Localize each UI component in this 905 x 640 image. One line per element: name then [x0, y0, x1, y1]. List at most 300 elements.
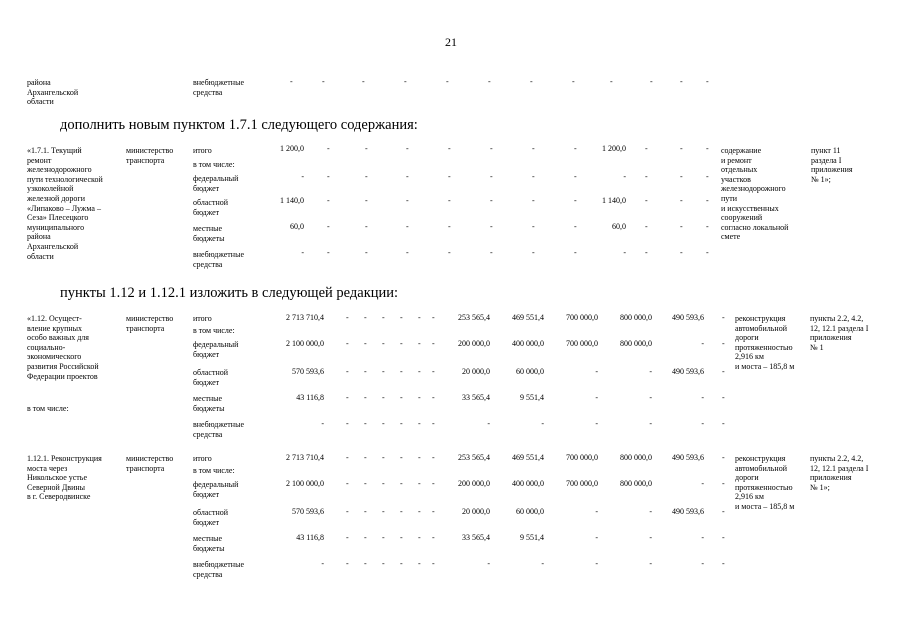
- item-1-12-name-line: вление крупных: [27, 323, 83, 333]
- item-1-12-1-col7: -: [487, 559, 490, 568]
- empty-cell-dash: -: [346, 559, 349, 568]
- item-1-12-name-line: экономического: [27, 352, 82, 362]
- empty-cell-dash: -: [574, 222, 577, 231]
- empty-cell-dash: -: [346, 339, 349, 348]
- item-1-12-1-result-line: автомобильной: [735, 463, 787, 473]
- item-1-12-col10: -: [649, 367, 652, 376]
- item-1-7-1-name-line: узкоколейной: [27, 184, 74, 194]
- empty-cell-dash: -: [290, 77, 293, 86]
- empty-cell-dash: -: [432, 559, 435, 568]
- empty-cell-dash: -: [364, 367, 367, 376]
- top-row-source-line: внебюджетные: [193, 78, 244, 87]
- empty-cell-dash: -: [382, 393, 385, 402]
- empty-cell-dash: -: [722, 559, 725, 568]
- empty-cell-dash: -: [645, 172, 648, 181]
- empty-cell-dash: -: [400, 479, 403, 488]
- empty-cell-dash: -: [346, 507, 349, 516]
- item-1-7-1-source-line: федеральный: [193, 174, 239, 183]
- item-1-12-col11: -: [701, 419, 704, 428]
- item-1-7-1-ministry-line: министерство: [126, 146, 174, 155]
- item-1-12-col10: 800 000,0: [620, 313, 652, 322]
- item-1-12-name-line: особо важных для: [27, 333, 89, 343]
- item-1-12-total: 2 100 000,0: [286, 339, 324, 348]
- item-1-12-source-line: внебюджетные: [193, 420, 244, 429]
- item-1-12-col9: -: [595, 393, 598, 402]
- empty-cell-dash: -: [400, 393, 403, 402]
- item-1-12-source-line: в том числе:: [193, 326, 235, 335]
- item-1-12-name-line: «1.12. Осущест-: [27, 314, 82, 323]
- item-1-7-1-name-line: района: [27, 232, 51, 242]
- item-1-7-1-name-line: Архангельской: [27, 242, 79, 251]
- empty-cell-dash: -: [418, 507, 421, 516]
- item-1-12-1-source-line: федеральный: [193, 480, 239, 489]
- empty-cell-dash: -: [432, 533, 435, 542]
- item-1-12-1-ministry-line: министерство: [126, 454, 174, 463]
- empty-cell-dash: -: [722, 479, 725, 488]
- item-1-12-1-total: -: [321, 559, 324, 568]
- item-1-7-1-source-line: внебюджетные: [193, 250, 244, 259]
- item-1-7-1-result-line: железнодорожного: [721, 184, 786, 194]
- item-1-12-ref-line: пункты 2.2, 4.2,: [810, 314, 864, 323]
- empty-cell-dash: -: [364, 559, 367, 568]
- item-1-12-source-line: бюджет: [193, 377, 220, 387]
- empty-cell-dash: -: [400, 507, 403, 516]
- item-1-12-1-col11: 490 593,6: [672, 507, 704, 516]
- item-1-12-col8: 469 551,4: [512, 313, 544, 322]
- item-1-12-1-col11: -: [701, 533, 704, 542]
- item-1-12-total: 43 116,8: [296, 393, 324, 402]
- empty-cell-dash: -: [418, 313, 421, 322]
- empty-cell-dash: -: [722, 367, 725, 376]
- empty-cell-dash: -: [418, 453, 421, 462]
- item-1-7-1-year-value: -: [623, 172, 626, 181]
- item-1-12-1-total: 2 100 000,0: [286, 479, 324, 488]
- empty-cell-dash: -: [645, 196, 648, 205]
- item-1-12-col11: -: [701, 393, 704, 402]
- page-number: 21: [445, 35, 457, 49]
- item-1-7-1-result-line: и ремонт: [721, 155, 752, 165]
- empty-cell-dash: -: [448, 248, 451, 257]
- empty-cell-dash: -: [706, 196, 709, 205]
- item-1-12-1-result-line: 2,916 км: [735, 492, 764, 502]
- empty-cell-dash: -: [382, 507, 385, 516]
- item-1-12-1-col10: -: [649, 507, 652, 516]
- item-1-7-1-source-line: бюджет: [193, 207, 220, 217]
- item-1-7-1-name-line: железной дороги: [27, 194, 85, 203]
- item-1-12-source-line: итого: [193, 314, 212, 323]
- empty-cell-dash: -: [722, 339, 725, 348]
- item-1-7-1-result-line: участков: [721, 174, 751, 184]
- item-1-12-source-line: федеральный: [193, 340, 239, 349]
- item-1-12-1-source-line: областной: [193, 508, 229, 517]
- item-1-7-1-name-line: муниципального: [27, 222, 85, 232]
- item-1-12-1-source-line: в том числе:: [193, 466, 235, 475]
- item-1-12-1-col7: 253 565,4: [458, 453, 490, 462]
- item-1-7-1-total: -: [301, 248, 304, 257]
- empty-cell-dash: -: [346, 419, 349, 428]
- item-1-12-1-ref-line: № 1»;: [810, 482, 830, 492]
- item-1-12-total: 570 593,6: [292, 367, 324, 376]
- empty-cell-dash: -: [532, 172, 535, 181]
- item-1-7-1-name-line: железнодорожного: [27, 165, 92, 175]
- item-1-12-result-line: автомобильной: [735, 323, 787, 333]
- empty-cell-dash: -: [400, 453, 403, 462]
- empty-cell-dash: -: [418, 339, 421, 348]
- item-1-12-1-result-line: и моста – 185,8 м: [735, 502, 795, 511]
- empty-cell-dash: -: [432, 453, 435, 462]
- item-1-7-1-source-line: областной: [193, 198, 229, 207]
- item-1-7-1-year-value: 1 200,0: [602, 144, 626, 153]
- empty-cell-dash: -: [382, 533, 385, 542]
- item-1-12-1-col10: -: [649, 533, 652, 542]
- empty-cell-dash: -: [362, 77, 365, 86]
- item-1-12-1-ref-line: пункты 2.2, 4.2,: [810, 454, 864, 463]
- empty-cell-dash: -: [382, 453, 385, 462]
- empty-cell-dash: -: [490, 144, 493, 153]
- item-1-7-1-name-line: «Липаково – Лужма –: [27, 203, 101, 213]
- item-1-12-1-col11: 490 593,6: [672, 453, 704, 462]
- item-1-12-1-total: 43 116,8: [296, 533, 324, 542]
- empty-cell-dash: -: [365, 196, 368, 205]
- empty-cell-dash: -: [364, 453, 367, 462]
- empty-cell-dash: -: [610, 77, 613, 86]
- empty-cell-dash: -: [490, 196, 493, 205]
- empty-cell-dash: -: [382, 559, 385, 568]
- item-1-12-ministry-line: министерство: [126, 314, 174, 323]
- item-1-12-col7: -: [487, 419, 490, 428]
- item-1-12-result-line: протяженностью: [735, 342, 793, 352]
- empty-cell-dash: -: [722, 453, 725, 462]
- empty-cell-dash: -: [327, 248, 330, 257]
- top-row-name-line: Архангельской: [27, 87, 79, 97]
- item-1-7-1-name-line: пути технологической: [27, 174, 103, 184]
- empty-cell-dash: -: [418, 479, 421, 488]
- empty-cell-dash: -: [574, 248, 577, 257]
- empty-cell-dash: -: [645, 222, 648, 231]
- item-1-12-name-line: развития Российской: [27, 362, 99, 371]
- empty-cell-dash: -: [406, 196, 409, 205]
- empty-cell-dash: -: [327, 222, 330, 231]
- item-1-7-1-source-line: в том числе:: [193, 160, 235, 169]
- empty-cell-dash: -: [364, 313, 367, 322]
- empty-cell-dash: -: [400, 313, 403, 322]
- item-1-7-1-ministry-line: транспорта: [126, 155, 165, 165]
- empty-cell-dash: -: [400, 367, 403, 376]
- item-1-12-1-result-line: дороги: [735, 473, 759, 483]
- item-1-12-1-source-line: местные: [193, 534, 223, 543]
- item-1-7-1-ref-line: пункт 11: [811, 146, 841, 155]
- empty-cell-dash: -: [680, 248, 683, 257]
- item-1-12-1-result-line: реконструкция: [735, 454, 786, 463]
- item-1-12-total: -: [321, 419, 324, 428]
- item-1-12-1-col8: -: [541, 559, 544, 568]
- empty-cell-dash: -: [364, 533, 367, 542]
- empty-cell-dash: -: [327, 196, 330, 205]
- empty-cell-dash: -: [406, 172, 409, 181]
- empty-cell-dash: -: [322, 77, 325, 86]
- item-1-7-1-source-line: итого: [193, 146, 212, 155]
- empty-cell-dash: -: [400, 559, 403, 568]
- item-1-12-col7: 20 000,0: [462, 367, 490, 376]
- empty-cell-dash: -: [327, 144, 330, 153]
- item-1-12-1-col10: 800 000,0: [620, 453, 652, 462]
- empty-cell-dash: -: [446, 77, 449, 86]
- item-1-12-source-line: областной: [193, 368, 229, 377]
- item-1-12-1-col9: 700 000,0: [566, 453, 598, 462]
- item-1-12-1-result-line: протяженностью: [735, 482, 793, 492]
- item-1-12-1-col7: 200 000,0: [458, 479, 490, 488]
- item-1-7-1-year-value: 1 140,0: [602, 196, 626, 205]
- empty-cell-dash: -: [364, 479, 367, 488]
- empty-cell-dash: -: [382, 313, 385, 322]
- item-1-12-col10: 800 000,0: [620, 339, 652, 348]
- empty-cell-dash: -: [364, 393, 367, 402]
- empty-cell-dash: -: [382, 479, 385, 488]
- empty-cell-dash: -: [490, 222, 493, 231]
- empty-cell-dash: -: [722, 393, 725, 402]
- item-1-12-col8: 60 000,0: [516, 367, 544, 376]
- item-1-7-1-result-line: пути: [721, 194, 738, 203]
- empty-cell-dash: -: [418, 393, 421, 402]
- empty-cell-dash: -: [365, 172, 368, 181]
- item-1-12-1-ministry-line: транспорта: [126, 463, 165, 473]
- item-1-7-1-ref-line: приложения: [811, 165, 853, 175]
- item-1-12-in-that: в том числе:: [27, 404, 69, 413]
- empty-cell-dash: -: [382, 339, 385, 348]
- item-1-12-col8: 400 000,0: [512, 339, 544, 348]
- item-1-12-1-source-line: бюджет: [193, 517, 220, 527]
- empty-cell-dash: -: [432, 479, 435, 488]
- item-1-12-col11: -: [701, 339, 704, 348]
- item-1-12-col9: 700 000,0: [566, 339, 598, 348]
- item-1-12-source-line: средства: [193, 429, 223, 439]
- empty-cell-dash: -: [680, 222, 683, 231]
- item-1-12-col8: -: [541, 419, 544, 428]
- empty-cell-dash: -: [432, 313, 435, 322]
- empty-cell-dash: -: [680, 144, 683, 153]
- item-1-7-1-result-line: сооружений: [721, 213, 763, 223]
- item-1-12-col9: -: [595, 419, 598, 428]
- item-1-12-1-total: 570 593,6: [292, 507, 324, 516]
- empty-cell-dash: -: [418, 367, 421, 376]
- empty-cell-dash: -: [418, 559, 421, 568]
- item-1-7-1-name-line: области: [27, 251, 54, 261]
- item-1-7-1-source-line: местные: [193, 224, 223, 233]
- item-1-12-1-col10: 800 000,0: [620, 479, 652, 488]
- empty-cell-dash: -: [346, 453, 349, 462]
- empty-cell-dash: -: [364, 507, 367, 516]
- item-1-12-1-col8: 469 551,4: [512, 453, 544, 462]
- empty-cell-dash: -: [404, 77, 407, 86]
- item-1-12-source-line: бюджеты: [193, 403, 225, 413]
- empty-cell-dash: -: [680, 172, 683, 181]
- item-1-12-1-col8: 60 000,0: [516, 507, 544, 516]
- empty-cell-dash: -: [327, 172, 330, 181]
- item-1-12-result-line: 2,916 км: [735, 352, 764, 362]
- empty-cell-dash: -: [490, 248, 493, 257]
- empty-cell-dash: -: [418, 419, 421, 428]
- top-row-source-line: средства: [193, 87, 223, 97]
- empty-cell-dash: -: [406, 248, 409, 257]
- item-1-12-col8: 9 551,4: [520, 393, 544, 402]
- item-1-12-source-line: бюджет: [193, 349, 220, 359]
- item-1-12-1-source-line: бюджет: [193, 489, 220, 499]
- item-1-12-1-col7: 20 000,0: [462, 507, 490, 516]
- item-1-12-ref-line: № 1: [810, 342, 824, 352]
- item-1-7-1-result-line: смете: [721, 232, 741, 242]
- item-1-7-1-total: 1 140,0: [280, 196, 304, 205]
- empty-cell-dash: -: [706, 172, 709, 181]
- empty-cell-dash: -: [530, 77, 533, 86]
- heading-amend-items-1-12: пункты 1.12 и 1.12.1 изложить в следующей редакции:: [60, 285, 399, 301]
- item-1-12-1-col9: -: [595, 533, 598, 542]
- item-1-12-1-source-line: средства: [193, 569, 223, 579]
- empty-cell-dash: -: [680, 196, 683, 205]
- empty-cell-dash: -: [645, 144, 648, 153]
- empty-cell-dash: -: [574, 196, 577, 205]
- empty-cell-dash: -: [432, 339, 435, 348]
- empty-cell-dash: -: [448, 172, 451, 181]
- empty-cell-dash: -: [432, 419, 435, 428]
- item-1-7-1-name-line: «1.7.1. Текущий: [27, 146, 82, 155]
- item-1-12-1-col10: -: [649, 559, 652, 568]
- empty-cell-dash: -: [706, 248, 709, 257]
- top-row-name-line: района: [27, 78, 51, 87]
- empty-cell-dash: -: [488, 77, 491, 86]
- item-1-12-1-source-line: бюджеты: [193, 543, 225, 553]
- item-1-12-1-ref-line: приложения: [810, 473, 852, 483]
- item-1-12-1-col9: -: [595, 559, 598, 568]
- item-1-12-1-col9: -: [595, 507, 598, 516]
- empty-cell-dash: -: [722, 533, 725, 542]
- empty-cell-dash: -: [706, 77, 709, 86]
- empty-cell-dash: -: [432, 367, 435, 376]
- item-1-7-1-ref-line: № 1»;: [811, 174, 831, 184]
- empty-cell-dash: -: [346, 367, 349, 376]
- item-1-12-1-name-line: Никольское устье: [27, 473, 87, 483]
- empty-cell-dash: -: [406, 144, 409, 153]
- item-1-12-1-name-line: в г. Северодвинске: [27, 492, 91, 502]
- item-1-12-1-col11: -: [701, 559, 704, 568]
- empty-cell-dash: -: [532, 196, 535, 205]
- empty-cell-dash: -: [346, 479, 349, 488]
- item-1-12-result-line: реконструкция: [735, 314, 786, 323]
- empty-cell-dash: -: [532, 248, 535, 257]
- item-1-12-col10: -: [649, 393, 652, 402]
- item-1-7-1-result-line: и искусственных: [721, 203, 779, 213]
- empty-cell-dash: -: [706, 222, 709, 231]
- empty-cell-dash: -: [448, 144, 451, 153]
- item-1-7-1-total: 60,0: [290, 222, 304, 231]
- empty-cell-dash: -: [365, 144, 368, 153]
- item-1-12-col10: -: [649, 419, 652, 428]
- item-1-12-1-source-line: итого: [193, 454, 212, 463]
- empty-cell-dash: -: [532, 222, 535, 231]
- item-1-12-name-line: Федерации проектов: [27, 371, 98, 381]
- item-1-7-1-source-line: средства: [193, 259, 223, 269]
- item-1-12-col7: 33 565,4: [462, 393, 490, 402]
- item-1-7-1-result-line: содержание: [721, 146, 762, 155]
- empty-cell-dash: -: [346, 313, 349, 322]
- empty-cell-dash: -: [574, 144, 577, 153]
- empty-cell-dash: -: [432, 507, 435, 516]
- item-1-12-1-name-line: моста через: [27, 463, 68, 473]
- item-1-7-1-year-value: -: [623, 248, 626, 257]
- empty-cell-dash: -: [432, 393, 435, 402]
- item-1-12-1-total: 2 713 710,4: [286, 453, 324, 462]
- item-1-12-name-line: социально-: [27, 342, 66, 352]
- empty-cell-dash: -: [680, 77, 683, 86]
- empty-cell-dash: -: [406, 222, 409, 231]
- item-1-7-1-name-line: ремонт: [27, 155, 52, 165]
- empty-cell-dash: -: [722, 419, 725, 428]
- item-1-12-col7: 200 000,0: [458, 339, 490, 348]
- item-1-12-result-line: дороги: [735, 333, 759, 343]
- empty-cell-dash: -: [448, 222, 451, 231]
- item-1-12-result-line: и моста – 185,8 м: [735, 362, 795, 371]
- empty-cell-dash: -: [400, 419, 403, 428]
- empty-cell-dash: -: [490, 172, 493, 181]
- item-1-12-ministry-line: транспорта: [126, 323, 165, 333]
- empty-cell-dash: -: [650, 77, 653, 86]
- empty-cell-dash: -: [722, 507, 725, 516]
- empty-cell-dash: -: [722, 313, 725, 322]
- item-1-12-1-source-line: внебюджетные: [193, 560, 244, 569]
- empty-cell-dash: -: [364, 419, 367, 428]
- empty-cell-dash: -: [572, 77, 575, 86]
- item-1-7-1-source-line: бюджет: [193, 183, 220, 193]
- item-1-12-1-col9: 700 000,0: [566, 479, 598, 488]
- empty-cell-dash: -: [364, 339, 367, 348]
- empty-cell-dash: -: [645, 248, 648, 257]
- item-1-12-col9: 700 000,0: [566, 313, 598, 322]
- item-1-7-1-ref-line: раздела I: [811, 155, 842, 165]
- item-1-12-ref-line: 12, 12.1 раздела I: [810, 323, 869, 333]
- item-1-7-1-source-line: бюджеты: [193, 233, 225, 243]
- empty-cell-dash: -: [365, 222, 368, 231]
- item-1-12-col11: 490 593,6: [672, 367, 704, 376]
- item-1-12-col11: 490 593,6: [672, 313, 704, 322]
- empty-cell-dash: -: [365, 248, 368, 257]
- item-1-12-1-col7: 33 565,4: [462, 533, 490, 542]
- item-1-7-1-name-line: Сеза» Плесецкого: [27, 213, 89, 223]
- item-1-12-1-col8: 400 000,0: [512, 479, 544, 488]
- item-1-12-col7: 253 565,4: [458, 313, 490, 322]
- item-1-12-col9: -: [595, 367, 598, 376]
- empty-cell-dash: -: [400, 339, 403, 348]
- empty-cell-dash: -: [574, 172, 577, 181]
- item-1-12-1-col8: 9 551,4: [520, 533, 544, 542]
- item-1-12-1-col11: -: [701, 479, 704, 488]
- empty-cell-dash: -: [346, 533, 349, 542]
- item-1-7-1-result-line: отдельных: [721, 165, 758, 175]
- item-1-7-1-result-line: согласно локальной: [721, 222, 789, 232]
- empty-cell-dash: -: [382, 367, 385, 376]
- empty-cell-dash: -: [400, 533, 403, 542]
- empty-cell-dash: -: [382, 419, 385, 428]
- item-1-7-1-total: -: [301, 172, 304, 181]
- empty-cell-dash: -: [706, 144, 709, 153]
- heading-add-item-1-7-1: дополнить новым пунктом 1.7.1 следующего содержания:: [60, 117, 418, 133]
- item-1-7-1-total: 1 200,0: [280, 144, 304, 153]
- empty-cell-dash: -: [448, 196, 451, 205]
- item-1-12-ref-line: приложения: [810, 333, 852, 343]
- empty-cell-dash: -: [418, 533, 421, 542]
- item-1-7-1-year-value: 60,0: [612, 222, 626, 231]
- item-1-12-1-name-line: 1.12.1. Реконструкция: [27, 454, 102, 463]
- empty-cell-dash: -: [532, 144, 535, 153]
- item-1-12-1-name-line: Северной Двины: [27, 482, 85, 492]
